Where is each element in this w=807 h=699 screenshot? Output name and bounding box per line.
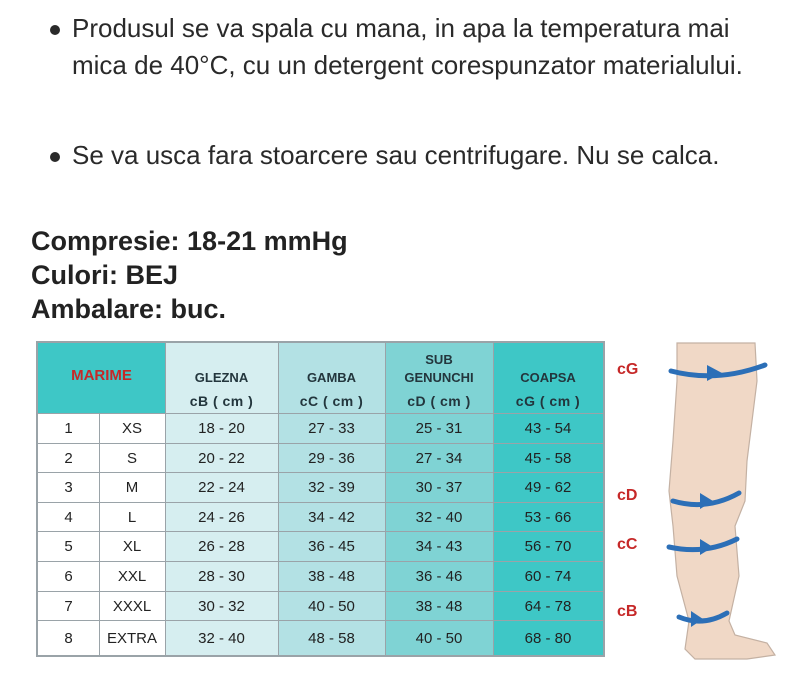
table-cell-coapsa: 45 - 58 [493, 443, 603, 473]
table-cell-size: M [99, 472, 165, 502]
table-col-sub-genunchi [385, 343, 493, 655]
table-cell-sub-genunchi: 38 - 48 [385, 591, 493, 621]
table-cell-glezna: 26 - 28 [165, 531, 278, 561]
table-cell-sub-genunchi: 32 - 40 [385, 502, 493, 532]
table-cell-coapsa: 56 - 70 [493, 531, 603, 561]
table-cell-glezna: 20 - 22 [165, 443, 278, 473]
table-cell-nr: 5 [38, 531, 99, 561]
table-cell-size: XXL [99, 561, 165, 591]
care-bullet-text: Produsul se va spala cu mana, in apa la temperatura mai mica de 40°C, cu un detergent corespunzator materialului. [72, 13, 743, 80]
table-cell-nr: 2 [38, 443, 99, 473]
table-cell-gamba: 40 - 50 [278, 591, 385, 621]
table-cell-coapsa: 68 - 80 [493, 620, 603, 656]
table-cell-size: L [99, 502, 165, 532]
column-name: GLEZNA [194, 370, 249, 385]
table-cell-nr: 4 [38, 502, 99, 532]
table-cell-nr: 7 [38, 591, 99, 621]
table-col-header [278, 343, 385, 413]
table-col-header [493, 343, 603, 413]
table-divider [493, 343, 494, 655]
column-unit: cD ( cm ) [407, 393, 471, 409]
table-divider [278, 343, 279, 655]
table-cell-size: EXTRA [99, 620, 165, 656]
table-cell-sub-genunchi: 30 - 37 [385, 472, 493, 502]
spec-colors: Culori: BEJ [31, 260, 179, 290]
table-cell-sub-genunchi: 25 - 31 [385, 413, 493, 443]
table-cell-size: S [99, 443, 165, 473]
table-cell-coapsa: 43 - 54 [493, 413, 603, 443]
table-cell-gamba: 48 - 58 [278, 620, 385, 656]
table-cell-sub-genunchi: 34 - 43 [385, 531, 493, 561]
table-cell-coapsa: 49 - 62 [493, 472, 603, 502]
spec-compression: Compresie: 18-21 mmHg [31, 226, 348, 256]
table-cell-glezna: 18 - 20 [165, 413, 278, 443]
table-cell-sub-genunchi: 27 - 34 [385, 443, 493, 473]
column-name: COAPSA [520, 370, 576, 385]
column-unit: cC ( cm ) [299, 393, 364, 409]
table-cell-glezna: 28 - 30 [165, 561, 278, 591]
table-cell-gamba: 34 - 42 [278, 502, 385, 532]
leg-measurement-diagram [607, 341, 797, 666]
care-bullet-text: Se va usca fara stoarcere sau centrifugare. Nu se calca. [72, 140, 720, 170]
table-cell-gamba: 36 - 45 [278, 531, 385, 561]
table-cell-glezna: 30 - 32 [165, 591, 278, 621]
table-cell-gamba: 38 - 48 [278, 561, 385, 591]
table-col-size [99, 343, 165, 655]
table-col-gamba [278, 343, 385, 655]
table-divider [385, 343, 386, 655]
table-cell-nr: 6 [38, 561, 99, 591]
column-unit: cG ( cm ) [515, 393, 581, 409]
table-cell-size: XXXL [99, 591, 165, 621]
table-cell-nr: 1 [38, 413, 99, 443]
table-col-header [385, 343, 493, 413]
bullet-dot [50, 25, 60, 35]
marime-header-label: MARIME [71, 367, 132, 384]
table-col-nr [38, 343, 99, 655]
legend-label-cd: cD [617, 487, 638, 504]
legend-label-cb: cB [617, 603, 638, 620]
table-divider [165, 343, 166, 655]
table-cell-size: XS [99, 413, 165, 443]
table-cell-glezna: 32 - 40 [165, 620, 278, 656]
table-cell-nr: 8 [38, 620, 99, 656]
table-cell-nr: 3 [38, 472, 99, 502]
column-unit: cB ( cm ) [189, 393, 254, 409]
size-table [36, 341, 605, 657]
care-bullet-wash [50, 10, 790, 84]
table-cell-size: XL [99, 531, 165, 561]
column-name: SUB GENUNCHI [404, 352, 474, 385]
table-col-coapsa [493, 343, 603, 655]
bullet-dot [50, 152, 60, 162]
table-cell-gamba: 27 - 33 [278, 413, 385, 443]
table-cell-sub-genunchi: 36 - 46 [385, 561, 493, 591]
table-cell-sub-genunchi: 40 - 50 [385, 620, 493, 656]
table-cell-coapsa: 60 - 74 [493, 561, 603, 591]
legend-label-cg: cG [617, 361, 639, 378]
table-col-header [165, 343, 278, 413]
table-cell-glezna: 22 - 24 [165, 472, 278, 502]
column-name: GAMBA [306, 370, 357, 385]
table-cell-coapsa: 64 - 78 [493, 591, 603, 621]
table-cell-glezna: 24 - 26 [165, 502, 278, 532]
spec-packaging: Ambalare: buc. [31, 294, 227, 324]
table-divider [99, 413, 100, 655]
table-col-glezna [165, 343, 278, 655]
product-specs [31, 224, 348, 326]
care-bullet-dry [50, 137, 790, 174]
table-cell-coapsa: 53 - 66 [493, 502, 603, 532]
legend-label-cc: cC [617, 536, 638, 553]
table-cell-gamba: 29 - 36 [278, 443, 385, 473]
table-cell-gamba: 32 - 39 [278, 472, 385, 502]
